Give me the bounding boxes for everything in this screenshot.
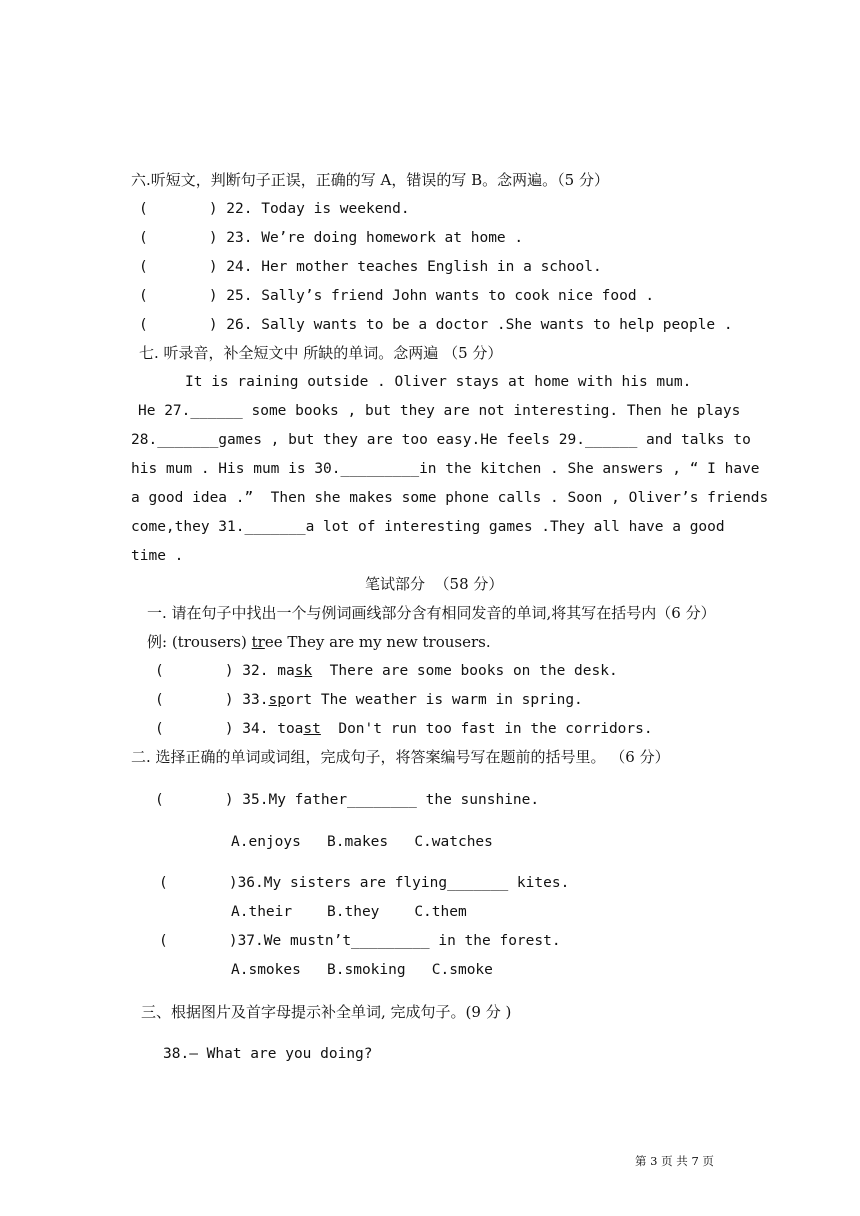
page-number: 第 3 页 共 7 页 xyxy=(635,1154,714,1168)
question-26: ( ) 26. Sally wants to be a doctor .She wants to help people . xyxy=(139,317,733,333)
section-7-heading: 七. 听录音，补全短文中 所缺的单词。念两遍 （5 分） xyxy=(139,344,503,362)
passage-line: come,they 31._______a lot of interesting games .They all have a good xyxy=(131,519,725,535)
question-35-options: A.enjoys B.makes C.watches xyxy=(231,834,493,850)
question-36-options: A.their B.they C.them xyxy=(231,904,467,920)
part-2-heading: 二. 选择正确的单词或词组，完成句子，将答案编号写在题前的括号里。 （6 分） xyxy=(131,748,670,766)
question-37-options: A.smokes B.smoking C.smoke xyxy=(231,962,493,978)
question-36: ( )36.My sisters are flying_______ kites. xyxy=(159,875,570,891)
question-35: ( ) 35.My father________ the sunshine. xyxy=(155,792,540,808)
passage-line: time . xyxy=(131,548,184,564)
passage-line: 28._______games , but they are too easy.He feels 29.______ and talks to xyxy=(131,432,751,448)
question-38: 38.— What are you doing? xyxy=(163,1046,373,1062)
question-32: ( ) 32. mask There are some books on the desk. xyxy=(155,663,618,679)
question-22: ( ) 22. Today is weekend. xyxy=(139,201,410,217)
part-1-example: 例: (trousers) tree They are my new trousers. xyxy=(147,633,491,651)
part-1-heading: 一. 请在句子中找出一个与例词画线部分含有相同发音的单词,将其写在括号内（6 分） xyxy=(147,604,716,622)
question-33: ( ) 33.sport The weather is warm in spring. xyxy=(155,692,583,708)
passage-line: He 27.______ some books , but they are not interesting. Then he plays xyxy=(138,403,741,419)
question-23: ( ) 23. We’re doing homework at home . xyxy=(139,230,524,246)
part-3-heading: 三、根据图片及首字母提示补全单词, 完成句子。(9 分 ) xyxy=(141,1003,512,1021)
passage-line: It is raining outside . Oliver stays at home with his mum. xyxy=(185,374,692,390)
passage-line: a good idea .” Then she makes some phone calls . Soon , Oliver’s friends xyxy=(131,490,769,506)
written-part-title: 笔试部分 （58 分） xyxy=(365,575,504,593)
question-24: ( ) 24. Her mother teaches English in a school. xyxy=(139,259,602,275)
section-6-heading: 六.听短文，判断句子正误，正确的写 A，错误的写 B。念两遍。（5 分） xyxy=(131,171,609,189)
question-37: ( )37.We mustn’t_________ in the forest. xyxy=(159,933,561,949)
passage-line: his mum . His mum is 30._________in the kitchen . She answers , “ I have xyxy=(131,461,760,477)
question-34: ( ) 34. toast Don't run too fast in the corridors. xyxy=(155,721,653,737)
question-25: ( ) 25. Sally’s friend John wants to cook nice food . xyxy=(139,288,655,304)
